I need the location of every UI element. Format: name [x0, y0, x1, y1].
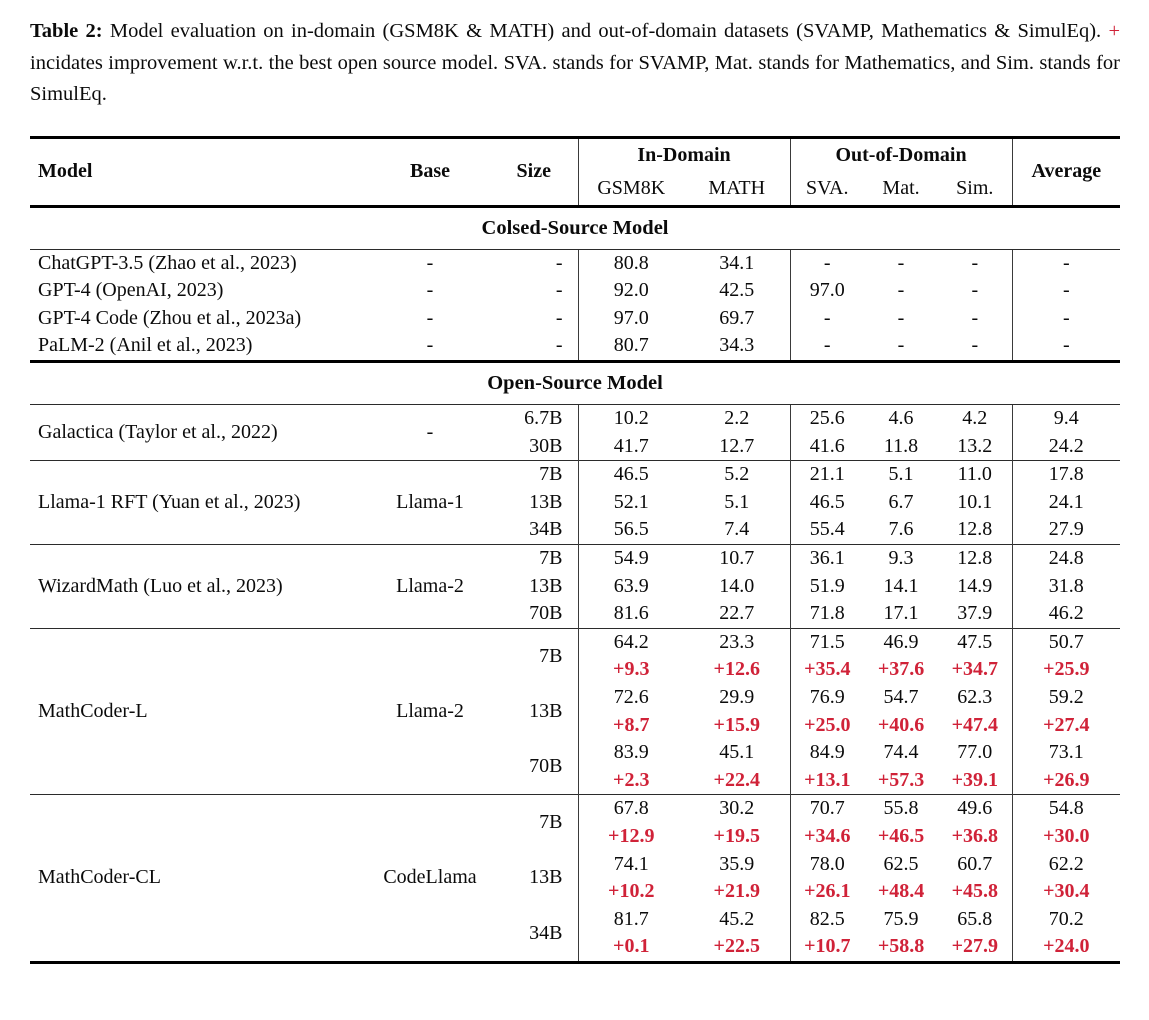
gain-cell: +21.9	[713, 880, 760, 903]
score-cell: 14.9	[957, 574, 993, 597]
score-cell: 70.2	[1012, 906, 1120, 934]
gain-cell: +58.8	[877, 935, 925, 958]
model-cell: Llama-1 RFT (Yuan et al., 2023)	[30, 461, 370, 545]
score-cell: 14.0	[719, 574, 755, 597]
size-cell: 13B	[529, 699, 563, 722]
score-cell: 9.4	[1012, 405, 1120, 433]
score-cell: 63.9	[578, 573, 684, 601]
section-title-open-source: Open-Source Model	[30, 362, 1120, 405]
model-cell: PaLM-2 (Anil et al., 2023)	[38, 334, 253, 357]
score-cell: 12.7	[719, 434, 755, 457]
score-cell: 11.8	[883, 434, 919, 457]
base-cell: CodeLlama	[370, 795, 490, 963]
table-row	[30, 305, 1120, 333]
score-cell: 22.7	[719, 602, 755, 625]
model-cell: WizardMath (Luo et al., 2023)	[30, 545, 370, 629]
score-cell: 81.7	[578, 906, 684, 934]
gain-cell: +10.7	[790, 933, 864, 962]
size-cell: 7B	[490, 461, 578, 489]
score-cell: 24.8	[1012, 545, 1120, 573]
results-table	[30, 136, 1120, 964]
score-cell: 5.1	[864, 461, 938, 489]
size-cell: 7B	[490, 795, 578, 851]
score-cell: 92.0	[578, 277, 684, 305]
size-cell: -	[555, 306, 563, 329]
score-cell: 6.7	[888, 490, 914, 513]
caption-text-1: Model evaluation on in-domain (GSM8K & MATH) and out-of-domain datasets (SVAMP, Mathematics & SimulEq).	[102, 20, 1109, 42]
score-cell: 34.3	[719, 334, 755, 357]
score-cell: 4.6	[864, 405, 938, 433]
score-cell: 74.1	[578, 851, 684, 879]
score-cell: -	[1012, 249, 1120, 277]
table-row	[30, 405, 1120, 433]
base-cell: -	[426, 334, 434, 357]
gain-cell: +37.6	[877, 658, 925, 681]
gain-cell: +25.9	[1012, 656, 1120, 684]
size-cell: 70B	[529, 602, 563, 625]
score-cell: 75.9	[883, 907, 919, 930]
score-cell: 51.9	[790, 573, 864, 601]
score-cell: 10.1	[957, 490, 993, 513]
column-header-model: Model	[38, 160, 93, 183]
table-caption	[30, 16, 1120, 111]
score-cell: 36.1	[790, 545, 864, 573]
column-header-average: Average	[1012, 137, 1120, 206]
score-cell: 45.2	[719, 907, 755, 930]
score-cell: 74.4	[883, 741, 919, 764]
gain-cell: +34.6	[790, 823, 864, 851]
score-cell: 55.8	[864, 795, 938, 823]
gain-cell: +26.9	[1012, 767, 1120, 795]
gain-cell: +24.0	[1012, 933, 1120, 962]
gain-cell: +10.2	[578, 878, 684, 906]
gain-cell: +22.4	[713, 768, 760, 791]
base-cell: Llama-1	[370, 461, 490, 545]
gain-cell: +13.1	[790, 767, 864, 795]
gain-cell: +27.4	[1012, 712, 1120, 740]
caption-text-2: incidates improvement w.r.t. the best open source model. SVA. stands for SVAMP, Mat. stands for Mathematics, and Sim. stands for SimulEq.	[30, 51, 1120, 106]
size-cell: 34B	[529, 921, 563, 944]
score-cell: 76.9	[790, 684, 864, 712]
size-cell: 7B	[490, 545, 578, 573]
score-cell: 46.9	[864, 628, 938, 656]
table-row	[30, 795, 1120, 823]
score-cell: -	[897, 306, 905, 329]
gain-cell: +35.4	[790, 656, 864, 684]
score-cell: 13.2	[957, 434, 993, 457]
score-cell: 84.9	[790, 739, 864, 767]
model-cell: GPT-4 Code (Zhou et al., 2023a)	[38, 306, 302, 329]
score-cell: 67.8	[578, 795, 684, 823]
size-cell: 13B	[529, 490, 563, 513]
column-group-in-domain: In-Domain	[578, 137, 790, 172]
score-cell: 80.8	[578, 249, 684, 277]
score-cell: 35.9	[719, 852, 755, 875]
table-row	[30, 332, 1120, 361]
score-cell: 78.0	[790, 851, 864, 879]
base-cell: -	[426, 306, 434, 329]
table-row	[30, 249, 1120, 277]
gain-cell: +27.9	[951, 935, 998, 958]
score-cell: 50.7	[1012, 628, 1120, 656]
score-cell: -	[971, 306, 979, 329]
score-cell: 10.2	[578, 405, 684, 433]
score-cell: 54.8	[1012, 795, 1120, 823]
base-cell: Llama-2	[370, 545, 490, 629]
gain-cell: +45.8	[951, 880, 998, 903]
score-cell: -	[790, 332, 864, 361]
score-cell: -	[1012, 332, 1120, 361]
gain-cell: +8.7	[578, 712, 684, 740]
section-title-closed-source: Colsed-Source Model	[30, 206, 1120, 249]
score-cell: -	[1012, 305, 1120, 333]
score-cell: 11.0	[938, 461, 1012, 489]
base-cell: Llama-2	[370, 628, 490, 795]
score-cell: 97.0	[578, 305, 684, 333]
score-cell: 14.1	[883, 574, 919, 597]
size-cell: 30B	[529, 434, 563, 457]
gain-cell: +15.9	[713, 713, 760, 736]
score-cell: 83.9	[578, 739, 684, 767]
score-cell: 62.5	[883, 852, 919, 875]
section-row-open-source	[30, 362, 1120, 405]
gain-cell: +12.6	[713, 658, 760, 681]
score-cell: 2.2	[684, 405, 790, 433]
column-header-base: Base	[410, 160, 450, 183]
column-header-mat: Mat.	[882, 176, 920, 199]
gain-cell: +9.3	[578, 656, 684, 684]
model-cell: GPT-4 (OpenAI, 2023)	[38, 279, 224, 302]
score-cell: 12.8	[938, 545, 1012, 573]
score-cell: -	[897, 251, 905, 274]
score-cell: 46.2	[1012, 600, 1120, 628]
header-row-1	[30, 137, 1120, 172]
size-cell: 34B	[529, 518, 563, 541]
score-cell: 64.2	[578, 628, 684, 656]
gain-cell: +57.3	[877, 768, 925, 791]
size-cell: 70B	[529, 754, 563, 777]
gain-cell: +30.0	[1012, 823, 1120, 851]
score-cell: 12.8	[957, 518, 993, 541]
size-cell: -	[555, 279, 563, 302]
score-cell: 65.8	[957, 907, 993, 930]
score-cell: 82.5	[790, 906, 864, 934]
gain-cell: +40.6	[877, 713, 925, 736]
score-cell: 30.2	[684, 795, 790, 823]
gain-cell: +36.8	[951, 824, 998, 847]
score-cell: 77.0	[957, 741, 993, 764]
score-cell: 59.2	[1012, 684, 1120, 712]
score-cell: 17.1	[883, 602, 919, 625]
section-row-closed-source	[30, 206, 1120, 249]
column-group-out-of-domain: Out-of-Domain	[790, 137, 1012, 172]
gain-cell: +12.9	[578, 823, 684, 851]
base-cell: -	[426, 251, 434, 274]
score-cell: 10.7	[684, 545, 790, 573]
score-cell: 69.7	[719, 306, 755, 329]
model-cell: MathCoder-L	[30, 628, 370, 795]
score-cell: 24.1	[1012, 489, 1120, 517]
score-cell: 7.4	[724, 518, 750, 541]
base-cell: -	[370, 405, 490, 461]
score-cell: 47.5	[938, 628, 1012, 656]
score-cell: 62.2	[1012, 851, 1120, 879]
column-header-gsm8k: GSM8K	[578, 172, 684, 207]
gain-cell: +46.5	[877, 824, 925, 847]
score-cell: 54.7	[883, 686, 919, 708]
score-cell: 27.9	[1012, 516, 1120, 544]
table-row	[30, 277, 1120, 305]
score-cell: 5.2	[684, 461, 790, 489]
size-cell: 6.7B	[490, 405, 578, 433]
score-cell: 24.2	[1012, 433, 1120, 461]
score-cell: -	[971, 251, 979, 274]
model-cell: ChatGPT-3.5 (Zhao et al., 2023)	[38, 251, 297, 274]
column-header-math: MATH	[708, 176, 766, 199]
score-cell: 42.5	[719, 279, 755, 302]
score-cell: 54.9	[578, 545, 684, 573]
score-cell: 9.3	[864, 545, 938, 573]
score-cell: 21.1	[790, 461, 864, 489]
score-cell: -	[897, 279, 905, 302]
column-header-size: Size	[516, 160, 551, 183]
score-cell: 46.5	[578, 461, 684, 489]
model-cell: Galactica (Taylor et al., 2022)	[30, 405, 370, 461]
score-cell: -	[790, 249, 864, 277]
score-cell: 41.6	[790, 433, 864, 461]
score-cell: 49.6	[938, 795, 1012, 823]
score-cell: -	[1012, 277, 1120, 305]
score-cell: 7.6	[888, 518, 914, 541]
size-cell: -	[555, 334, 563, 357]
score-cell: 29.9	[719, 686, 755, 708]
gain-cell: +2.3	[578, 767, 684, 795]
score-cell: 72.6	[578, 684, 684, 712]
score-cell: 60.7	[957, 852, 993, 875]
size-cell: 13B	[529, 574, 563, 597]
score-cell: 17.8	[1012, 461, 1120, 489]
score-cell: 70.7	[790, 795, 864, 823]
column-header-sim: Sim.	[956, 176, 994, 199]
score-cell: 46.5	[790, 489, 864, 517]
score-cell: -	[897, 334, 905, 357]
gain-cell: +30.4	[1012, 878, 1120, 906]
gain-cell: +26.1	[790, 878, 864, 906]
score-cell: 25.6	[790, 405, 864, 433]
score-cell: 31.8	[1012, 573, 1120, 601]
gain-cell: +19.5	[713, 824, 760, 847]
score-cell: 45.1	[719, 741, 755, 764]
size-cell: -	[555, 251, 563, 274]
table-row	[30, 545, 1120, 573]
score-cell: 97.0	[790, 277, 864, 305]
score-cell: 52.1	[578, 489, 684, 517]
base-cell: -	[426, 279, 434, 302]
caption-plus-sign: +	[1108, 20, 1120, 42]
score-cell: 37.9	[957, 602, 993, 625]
score-cell: 81.6	[578, 600, 684, 628]
gain-cell: +39.1	[951, 768, 998, 791]
gain-cell: +22.5	[713, 935, 760, 958]
table-row	[30, 461, 1120, 489]
score-cell: 34.1	[719, 251, 755, 274]
size-cell: 7B	[490, 628, 578, 684]
score-cell: 71.5	[790, 628, 864, 656]
size-cell: 13B	[529, 866, 563, 889]
score-cell: 73.1	[1012, 739, 1120, 767]
score-cell: 62.3	[957, 686, 993, 708]
gain-cell: +47.4	[951, 713, 998, 736]
score-cell: 41.7	[578, 433, 684, 461]
score-cell: 23.3	[684, 628, 790, 656]
score-cell: -	[790, 305, 864, 333]
column-header-sva: SVA.	[790, 172, 864, 207]
gain-cell: +34.7	[951, 658, 998, 681]
caption-label: Table 2:	[30, 20, 103, 42]
gain-cell: +0.1	[578, 933, 684, 962]
score-cell: 55.4	[790, 516, 864, 544]
model-cell: MathCoder-CL	[30, 795, 370, 963]
gain-cell: +25.0	[790, 712, 864, 740]
score-cell: 56.5	[578, 516, 684, 544]
score-cell: 4.2	[938, 405, 1012, 433]
score-cell: -	[971, 334, 979, 357]
score-cell: 71.8	[790, 600, 864, 628]
score-cell: 5.1	[724, 490, 750, 513]
table-row	[30, 628, 1120, 656]
score-cell: -	[971, 279, 979, 302]
gain-cell: +48.4	[877, 880, 925, 903]
score-cell: 80.7	[578, 332, 684, 361]
